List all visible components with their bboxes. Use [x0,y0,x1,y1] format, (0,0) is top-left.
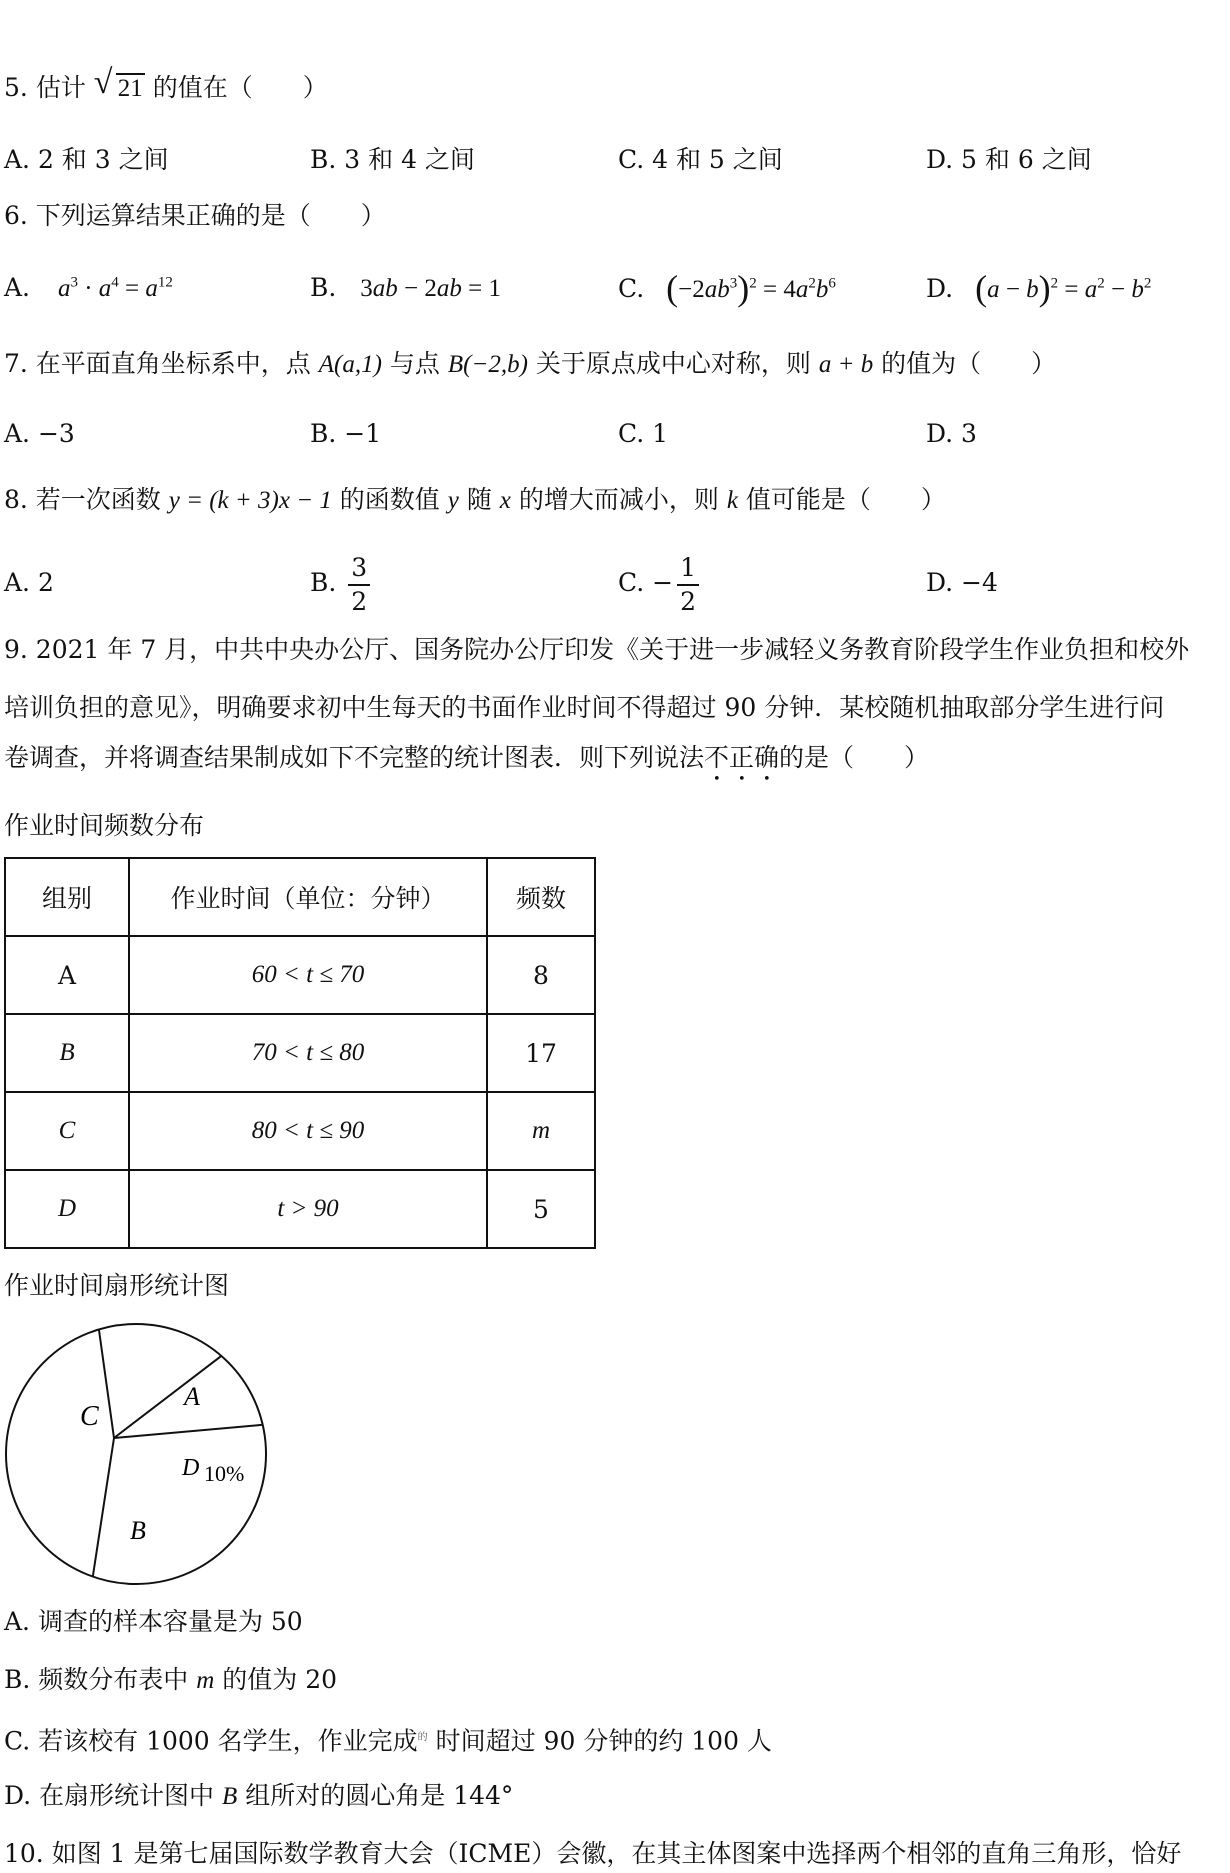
q8-var-k: k [726,487,738,514]
table-header-cell: 频数 [487,858,595,936]
q5-option-a[interactable]: A. 2 和 3 之间 [4,145,169,174]
q9-option-b[interactable] [4,1664,337,1697]
q7-option-c[interactable]: C. 1 [618,419,669,448]
pie-slice-boundary-d [114,1425,263,1438]
table-cell: B [5,1014,129,1092]
table-cell: C [5,1092,129,1170]
pie-label-c: C [80,1401,99,1432]
q8-options [4,546,1230,620]
table-row [5,1170,595,1248]
table-title: 作业时间频数分布 [4,811,205,840]
q7-text-2: 与点 [389,349,440,378]
q6-option-b-letter: B. [310,273,337,302]
q6-option-c-expr: $(-2ab^3)^2 = 4a^2b^6$ [666,268,836,308]
q9-option-b-var: m [196,1667,215,1694]
q8-option-a[interactable]: A. 2 [4,568,54,597]
pie-slice-boundary-b [93,1438,114,1577]
q8-var-x: x [499,487,511,514]
q8-option-b-letter: B. [310,568,337,597]
fraction-numerator: 3 [348,552,370,586]
q6-option-a-letter: A. [4,273,31,302]
pie-chart [0,1316,280,1596]
table-cell: A [5,936,129,1014]
q9-line-3 [4,742,929,787]
q5-text-before: 估计 [35,73,86,102]
q6-option-b[interactable] [310,268,501,309]
table-cell: 60 < t ≤ 70 [129,936,487,1014]
q7-option-a[interactable]: A. −3 [4,419,75,448]
q9-option-d[interactable] [4,1780,513,1813]
q7-option-d[interactable]: D. 3 [926,419,977,448]
q8-text-4: 的增大而减小，则 [518,485,719,514]
q7-text-1: 7. 在平面直角坐标系中，点 [4,349,311,378]
fraction-numerator: 1 [677,552,699,586]
q8-option-b-fraction [348,552,370,618]
q9-option-c[interactable] [4,1722,772,1757]
q8-stem [4,484,946,517]
table-cell: 5 [487,1170,595,1248]
table-cell: 17 [487,1014,595,1092]
q5-option-c[interactable]: C. 4 和 5 之间 [618,145,783,174]
q9-option-d-text: D. 在扇形统计图中 [4,1781,215,1810]
q8-var-y: y [447,487,459,514]
q10-line-1: 10. 如图 1 是第七届国际数学教育大会（ICME）会徽，在其主体图案中选择两个相邻的直角三角形，恰好 [4,1839,1182,1868]
q7-expr: a + b [818,351,874,378]
table-header-cell: 作业时间（单位：分钟） [129,858,487,936]
emphasis-text: 不正确 [704,743,780,772]
pie-label-b: B [130,1516,146,1545]
q5-text-after: 的值在（ ） [152,73,328,102]
q7-point-b: B(−2,b) [447,351,528,378]
q8-text-2: 的函数值 [339,485,440,514]
q8-text-3: 随 [466,485,492,514]
q8-option-c[interactable] [618,546,703,620]
table-cell: t > 90 [129,1170,487,1248]
q9-option-b-tail: 的值为 20 [222,1665,338,1694]
table-row [5,1092,595,1170]
q9-option-b-text: B. 频数分布表中 [4,1665,189,1694]
q6-option-b-expr: 3ab − 2ab = 1 [360,275,501,302]
pie-slice-boundary-a [114,1356,221,1438]
q8-text-1: 8. 若一次函数 [4,485,161,514]
q6-option-a-expr: $a^3 \cdot a^4 = a^{12}$ [57,274,173,302]
q5-stem [4,64,328,105]
q6-option-d-letter: D. [926,274,954,303]
table-row [5,936,595,1014]
q8-function: y = (k + 3)x − 1 [168,487,332,514]
q5-radicand: 21 [117,75,143,102]
q8-option-c-letter: C. [618,568,645,597]
pie-circle [6,1324,266,1584]
q5-number: 5. [4,73,28,102]
fraction-denominator: 2 [351,586,368,616]
q6-options [4,268,1230,308]
pie-label-a: A [184,1382,200,1411]
fraction-denominator: 2 [680,586,696,616]
minus-sign: − [652,568,674,597]
table-header-row [5,858,595,936]
q7-text-3: 关于原点成中心对称，则 [535,349,811,378]
q7-text-4: 的值为（ ） [881,349,1057,378]
table-cell: m [487,1092,595,1170]
q5-option-d[interactable]: D. 5 和 6 之间 [926,145,1092,174]
q9-line-3-before: 卷调查，并将调查结果制成如下不完整的统计图表．则下列说法 [4,743,705,772]
q5-options [4,140,1230,180]
q9-option-c-mark: 的 [417,1732,428,1743]
q6-stem: 6. 下列运算结果正确的是（ ） [4,201,386,230]
q6-option-d-expr: $(a - b)^2 = a^2 - b^2$ [975,268,1152,308]
q6-option-c[interactable] [618,268,836,310]
sqrt-21: √ 21 [93,64,143,102]
q6-option-d[interactable] [926,268,1151,310]
q9-line-1: 9. 2021 年 7 月，中共中央办公厅、国务院办公厅印发《关于进一步减轻义务教育阶段学生作业负担和校外 [4,635,1190,664]
pie-label-d-percent: 10% [204,1461,245,1486]
table-cell: 8 [487,936,595,1014]
q9-option-c-tail: 时间超过 90 分钟的约 100 人 [435,1726,772,1756]
q7-options [4,414,1230,454]
frequency-table [4,857,596,1249]
q9-option-a[interactable]: A. 调查的样本容量是为 50 [4,1607,303,1636]
table-cell: D [5,1170,129,1248]
q8-option-d[interactable]: D. −4 [926,568,998,597]
q5-option-b[interactable]: B. 3 和 4 之间 [310,145,475,174]
q7-point-a: A(a,1) [318,351,382,378]
q8-option-b[interactable] [310,546,374,620]
q8-text-5: 值可能是（ ） [745,485,946,514]
q6-option-c-letter: C. [618,274,645,303]
q9-option-d-tail: 组所对的圆心角是 144° [245,1781,514,1810]
q9-line-2: 培训负担的意见》，明确要求初中生每天的书面作业时间不得超过 90 分钟．某校随机抽取部分学生进行问 [4,693,1165,722]
table-row [5,1014,595,1092]
q7-option-b[interactable]: B. −1 [310,419,382,448]
pie-slice-boundaries [93,1329,263,1576]
q9-option-d-var: B [222,1783,238,1810]
q9-option-c-text: C. 若该校有 1000 名学生，作业完成 [4,1726,418,1756]
table-cell: 70 < t ≤ 80 [129,1014,487,1092]
pie-title: 作业时间扇形统计图 [4,1271,230,1300]
table-cell: 80 < t ≤ 90 [129,1092,487,1170]
q8-option-c-fraction [677,552,699,618]
pie-slice-boundary-c [99,1329,114,1438]
table-header-cell: 组别 [5,858,129,936]
q9-line-3-after: 的是（ ） [779,743,930,772]
q7-stem [4,348,1056,381]
q6-option-a[interactable] [4,268,173,309]
pie-label-d: D [182,1455,200,1481]
